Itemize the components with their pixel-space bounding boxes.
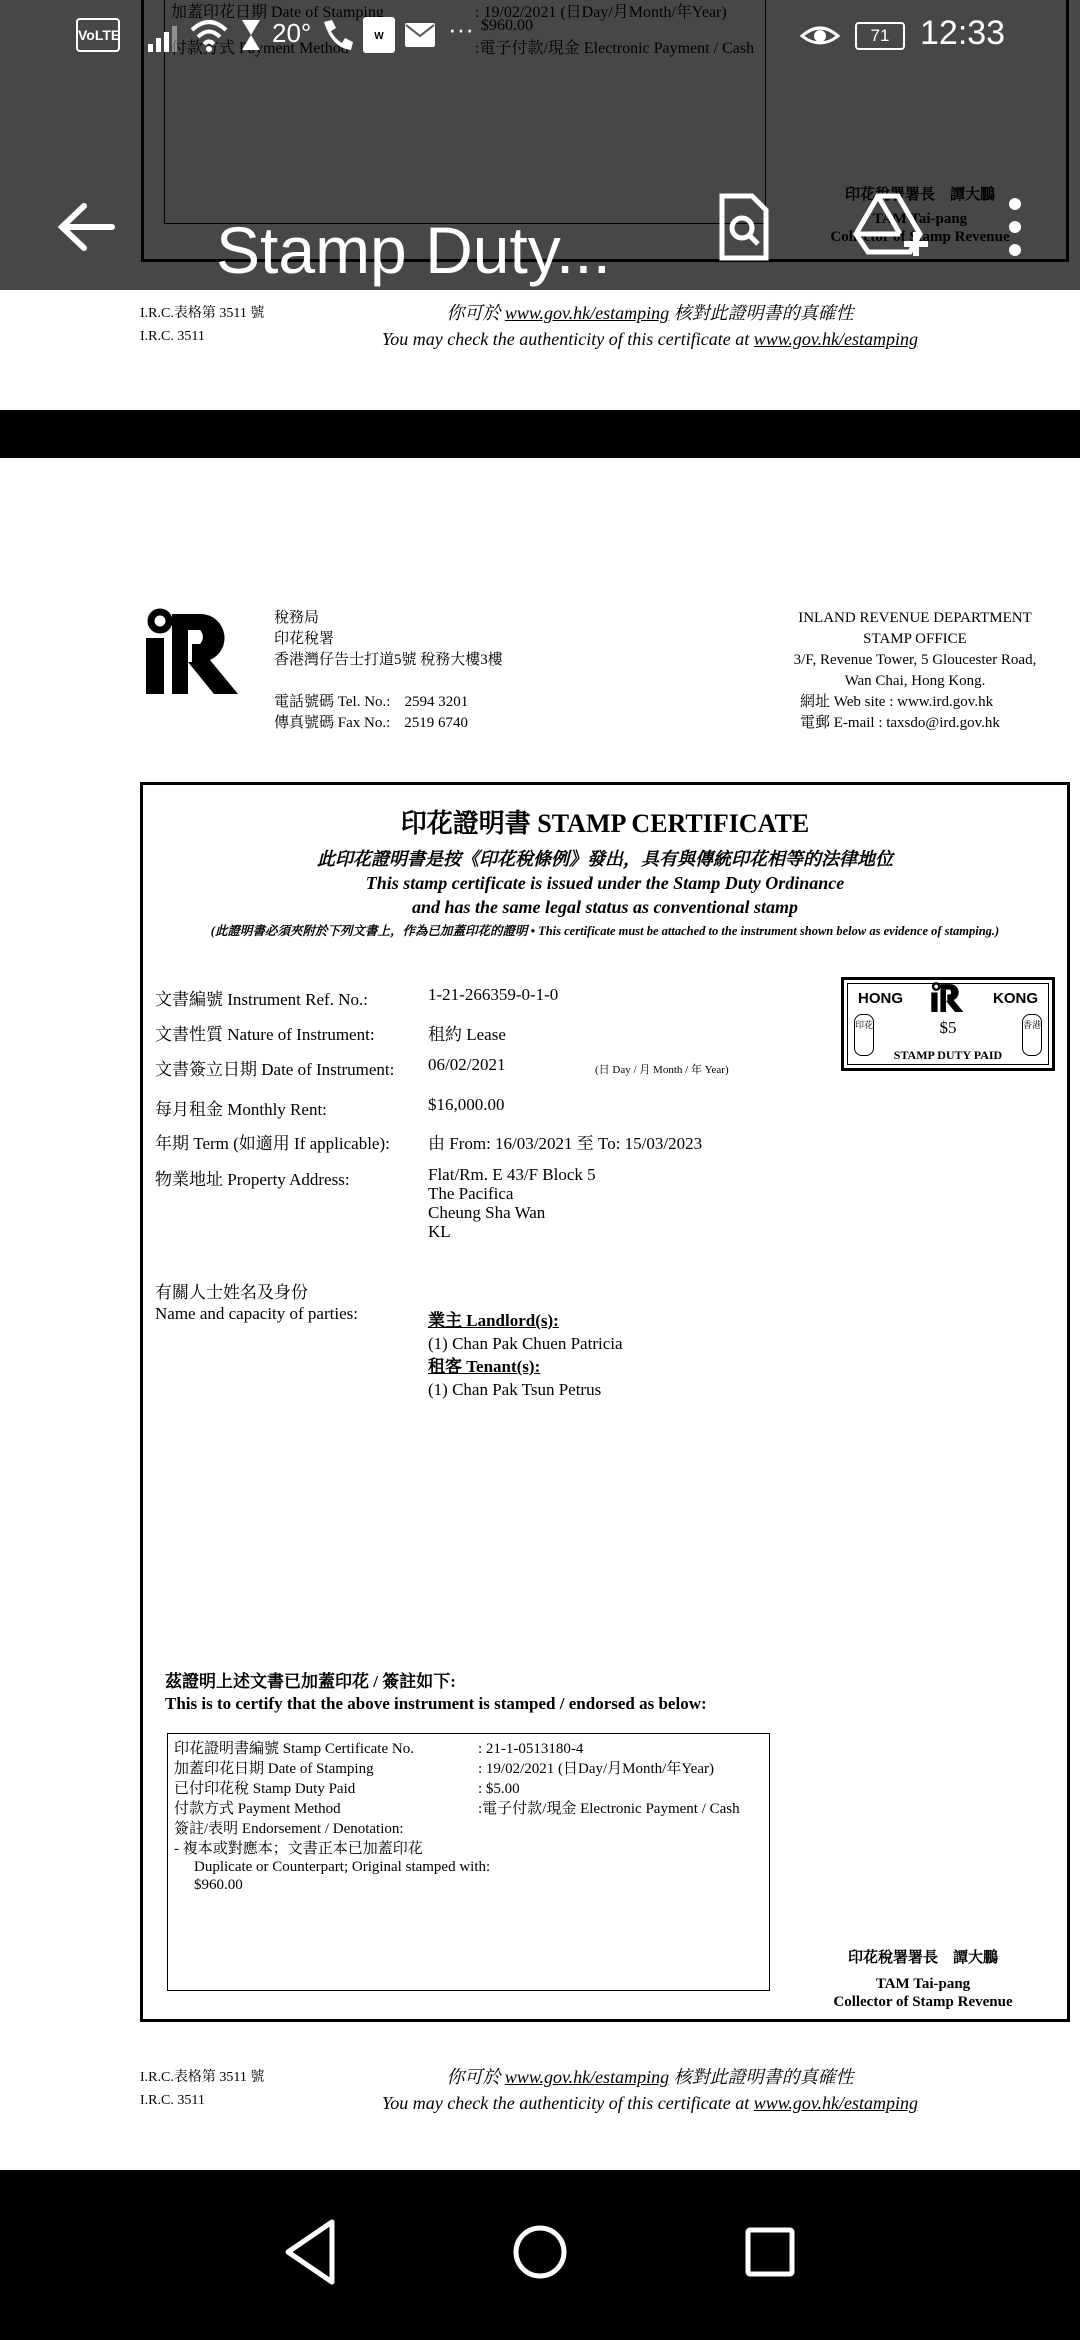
check-cn-pre: 你可於 — [446, 2067, 501, 2087]
page-separator — [0, 410, 1080, 458]
parties-list — [428, 1309, 623, 1401]
denotation-line3: $960.00 — [194, 1877, 243, 1893]
address-label: 物業地址 Property Address: — [155, 1170, 350, 1189]
ref-label: 文書編號 Instrument Ref. No.: — [155, 990, 368, 1009]
sig-en1: TAM Tai-pang — [875, 1976, 971, 1992]
certify-statement — [165, 1671, 707, 1715]
footer-code — [140, 2066, 264, 2112]
date-label: 文書簽立日期 Date of Instrument: — [155, 1060, 395, 1079]
eye-comfort-icon — [800, 20, 840, 50]
stamp-kong: KONG — [993, 990, 1038, 1007]
hourglass-icon — [240, 18, 262, 52]
certificate-subtitle — [143, 847, 1067, 919]
endorsement-box — [167, 1733, 770, 1991]
address-line: The Pacifica — [428, 1184, 514, 1203]
payment-method-value: :電子付款/現金 Electronic Payment / Cash — [478, 1801, 740, 1817]
volte-icon: VoLTE — [76, 18, 120, 52]
address-line: KL — [428, 1222, 451, 1241]
prev-check-url[interactable]: www.gov.hk/estamping — [504, 303, 670, 323]
phone-icon — [320, 18, 356, 52]
stamp-certificate — [140, 782, 1070, 2022]
parties-label — [155, 1282, 358, 1324]
nav-back-icon[interactable] — [270, 2212, 350, 2292]
denotation-label: 簽註/表明 Endorsement / Denotation: — [174, 1821, 404, 1837]
tel-label: 電話號碼 Tel. No.: — [274, 694, 391, 710]
dept-cn: 稅務局 — [274, 610, 320, 626]
address-en1: 3/F, Revenue Tower, 5 Gloucester Road, — [793, 652, 1037, 668]
parties-label-en: Name and capacity of parties: — [155, 1304, 358, 1323]
clock: 12:33 — [920, 14, 1006, 52]
footer-code-cn: I.R.C.表格第 3511 號 — [140, 2070, 265, 2085]
date-value: 06/02/2021 — [428, 1055, 506, 1074]
certificate-note: (此證明書必須夾附於下列文書上，作為已加蓋印花的證明 • This certificate must be attached to the instrument shown below as evidence of stamping.) — [210, 924, 1000, 938]
address-line: Cheung Sha Wan — [428, 1203, 546, 1222]
denotation-line2: Duplicate or Counterpart; Original stamped with: — [194, 1859, 491, 1875]
check-cn-post: 核對此證明書的真確性 — [673, 2067, 854, 2087]
property-address — [428, 1165, 596, 1241]
news-app-icon — [362, 16, 396, 54]
prev-check-en-pre: You may check the authenticity of this certificate at — [381, 329, 750, 349]
website: 網址 Web site : www.ird.gov.hk — [800, 694, 994, 710]
back-arrow-icon[interactable] — [52, 194, 118, 260]
prev-check-en-url[interactable]: www.gov.hk/estamping — [753, 329, 919, 349]
certify-en: This is to certify that the above instrument is stamped / endorsed as below: — [165, 1694, 707, 1713]
cert-no-label: 印花證明書編號 Stamp Certificate No. — [174, 1741, 414, 1757]
payment-method-label: 付款方式 Payment Method — [174, 1801, 341, 1817]
stamp-amount: $5 — [939, 1018, 957, 1037]
document-title: Stamp Duty... — [216, 213, 611, 287]
subtitle-cn: 此印花證明書是按《印花稅條例》發出，具有與傳統印花相等的法律地位 — [317, 849, 893, 869]
prev-footer-code-cn: I.R.C.表格第 3511 號 — [140, 306, 265, 321]
letterhead-en — [750, 608, 1080, 692]
check-url[interactable]: www.gov.hk/estamping — [504, 2067, 670, 2087]
fax-label: 傳真號碼 Fax No.: — [274, 715, 391, 731]
temperature: 20° — [272, 18, 312, 48]
stamp-seal-right: 香港 — [1022, 1014, 1042, 1056]
footer-code-en: I.R.C. 3511 — [140, 2093, 205, 2108]
signal-icon — [148, 20, 192, 52]
parties-label-cn: 有關人士姓名及身份 — [155, 1283, 308, 1302]
prev-footer-code-en: I.R.C. 3511 — [140, 329, 205, 344]
ird-logo-icon — [144, 608, 238, 694]
duty-paid-label: 已付印花稅 Stamp Duty Paid — [174, 1781, 356, 1797]
navigation-bar — [0, 2170, 1080, 2340]
check-en-pre: You may check the authenticity of this certificate at — [381, 2093, 750, 2113]
stamping-date-value: : 19/02/2021 (日Day/月Month/年Year) — [478, 1761, 714, 1777]
footer-check — [300, 2064, 1000, 2116]
nature-label: 文書性質 Nature of Instrument: — [155, 1025, 375, 1044]
email: 電郵 E-mail : taxsdo@ird.gov.hk — [800, 715, 1000, 731]
office-en: STAMP OFFICE — [863, 631, 967, 647]
stamp-duty-paid-stamp — [841, 977, 1055, 1071]
tel-value: 2594 3201 — [404, 694, 469, 710]
address-line: Flat/Rm. E 43/F Block 5 — [428, 1165, 596, 1184]
prev-check-cn-pre: 你可於 — [446, 303, 501, 323]
term-value: 由 From: 16/03/2021 至 To: 15/03/2023 — [428, 1134, 703, 1153]
prev-check-cn-post: 核對此證明書的真確性 — [673, 303, 854, 323]
letterhead-web — [800, 692, 1000, 734]
tenant-name: (1) Chan Pak Tsun Petrus — [428, 1380, 602, 1399]
address-en2: Wan Chai, Hong Kong. — [844, 673, 986, 689]
stamp-ird-logo-icon — [930, 982, 964, 1012]
office-cn: 印花稅署 — [274, 631, 335, 647]
stamp-hong: HONG — [858, 990, 903, 1007]
duty-paid-value: : $5.00 — [478, 1781, 520, 1797]
wifi-icon — [190, 18, 228, 52]
term-label: 年期 Term (如適用 If applicable): — [155, 1134, 390, 1153]
stamping-date-label: 加蓋印花日期 Date of Stamping — [174, 1761, 374, 1777]
dept-en: INLAND REVENUE DEPARTMENT — [798, 610, 1032, 626]
app-bar — [0, 72, 1080, 290]
search-in-document-icon[interactable] — [716, 192, 772, 262]
prev-footer-check — [300, 300, 1000, 352]
landlord-heading: 業主 Landlord(s): — [428, 1311, 559, 1330]
sig-cn: 印花稅署署長 譚大鵬 — [847, 1950, 998, 1966]
nature-value: 租約 Lease — [428, 1025, 506, 1044]
collector-signature — [803, 1949, 1043, 2011]
ref-value: 1-21-266359-0-1-0 — [428, 985, 559, 1004]
svg-text:W: W — [374, 31, 384, 42]
mail-icon — [404, 22, 436, 48]
prev-footer-code — [140, 302, 264, 348]
sig-en2: Collector of Stamp Revenue — [833, 1994, 1013, 2010]
battery-icon: 71 — [855, 22, 905, 50]
cert-no-value: : 21-1-0513180-4 — [478, 1741, 584, 1757]
tenant-heading: 租客 Tenant(s): — [428, 1357, 541, 1376]
certificate-title: 印花證明書 STAMP CERTIFICATE — [400, 809, 810, 838]
landlord-name: (1) Chan Pak Chuen Patricia — [428, 1334, 623, 1353]
subtitle-en1: This stamp certificate is issued under the Stamp Duty Ordinance — [365, 873, 845, 893]
denotation-line1: - 複本或對應本；文書正本已加蓋印花 — [174, 1841, 423, 1857]
date-format: (日 Day / 月 Month / 年 Year) — [595, 1064, 729, 1076]
rent-label: 每月租金 Monthly Rent: — [155, 1100, 327, 1119]
letterhead-cn — [274, 608, 503, 671]
stamp-seal-left: 印花 — [854, 1014, 874, 1056]
certify-cn: 茲證明上述文書已加蓋印花 / 簽註如下: — [165, 1672, 456, 1691]
fax-value: 2519 6740 — [404, 715, 469, 731]
add-to-drive-icon[interactable] — [852, 192, 932, 258]
more-vert-icon[interactable] — [1000, 192, 1030, 262]
letterhead-contact — [274, 692, 468, 734]
status-bar — [0, 0, 1080, 72]
stamp-paid-label: STAMP DUTY PAID — [893, 1048, 1003, 1062]
address-cn: 香港灣仔告士打道5號 稅務大樓3樓 — [274, 652, 503, 668]
subtitle-en2: and has the same legal status as conventional stamp — [411, 897, 799, 917]
nav-home-icon[interactable] — [500, 2212, 580, 2292]
nav-recents-icon[interactable] — [730, 2212, 810, 2292]
check-en-url[interactable]: www.gov.hk/estamping — [753, 2093, 919, 2113]
rent-value: $16,000.00 — [428, 1095, 505, 1114]
more-notifications: ··· — [448, 14, 474, 44]
certificate-page — [0, 458, 1080, 2170]
